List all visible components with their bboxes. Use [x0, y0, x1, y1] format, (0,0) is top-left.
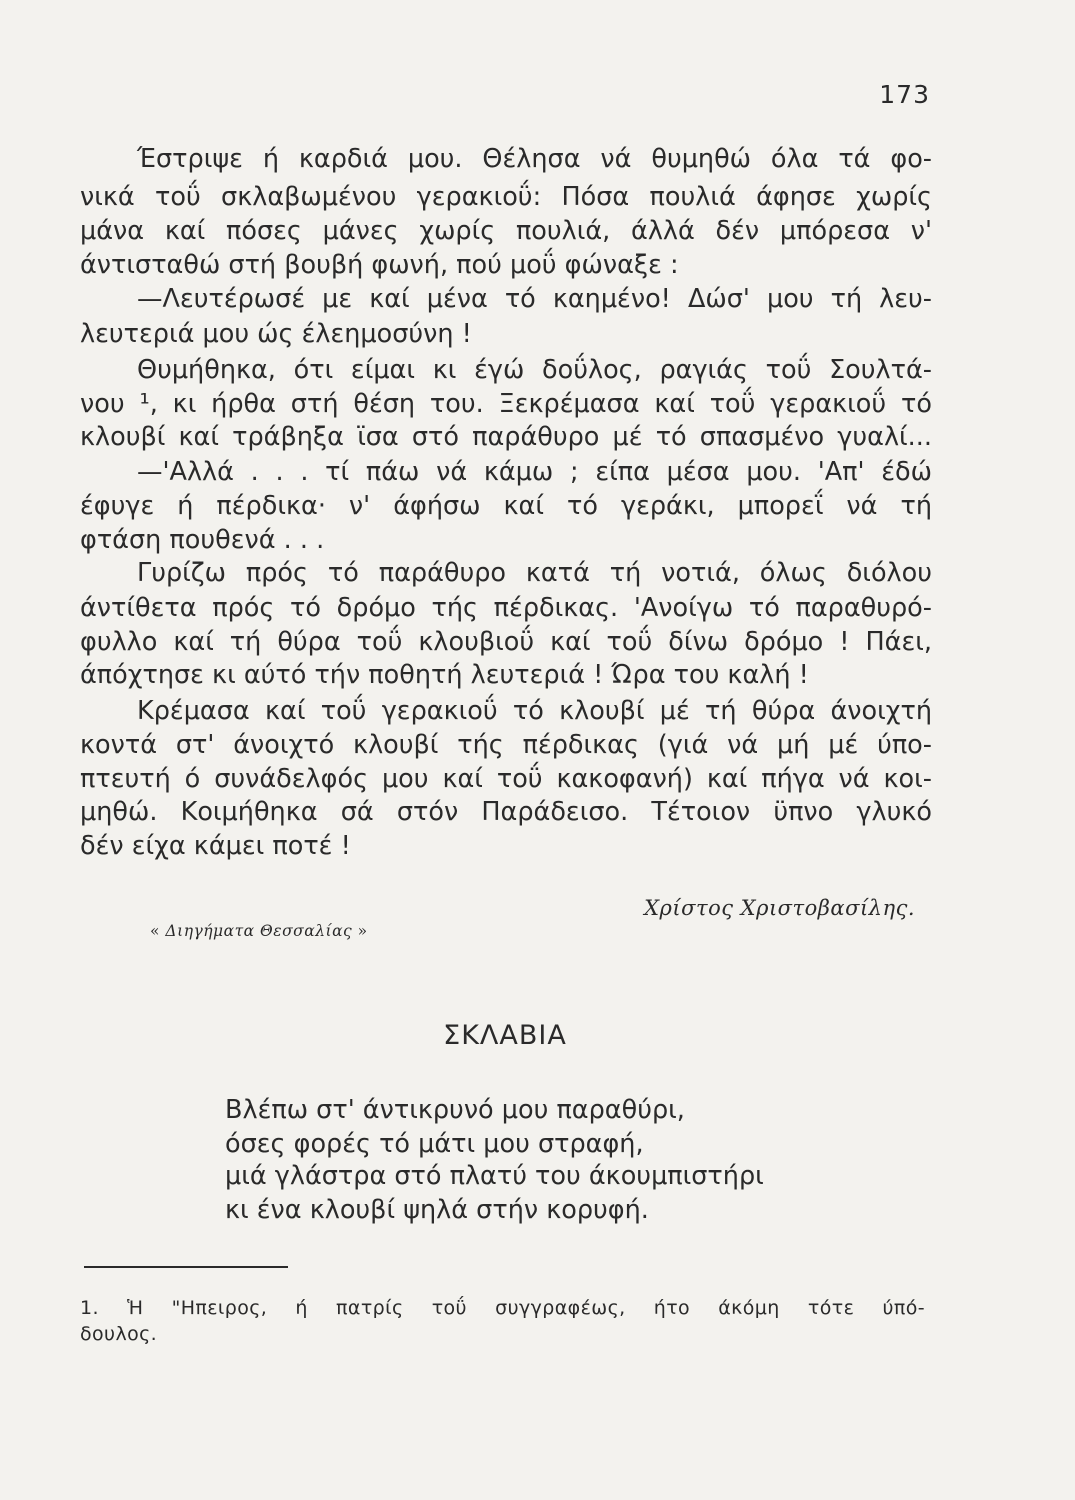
source-title: Διηγήματα Θεσσαλίας: [165, 922, 353, 940]
text-line: έφυγε ή πέρδικα· ν' άφήσω καί τό γεράκι, μπορεΐ νά τή: [80, 491, 932, 521]
author-signature: Χρίστος Χριστοβασίλης.: [644, 896, 915, 920]
poem-verse: Βλέπω στ' άντικρυνό μου παραθύρι,: [225, 1095, 685, 1125]
open-quote: «: [150, 922, 166, 940]
text-line: μηθώ. Κοιμήθηκα σά στόν Παράδεισο. Τέτοιον ϋπνο γλυκό: [80, 797, 932, 827]
poem-title: ΣΚΛΑΒΙΑ: [443, 1020, 567, 1051]
close-quote: »: [352, 922, 368, 940]
text-line: Θυμήθηκα, ότι είμαι κι έγώ δοΰλος, ραγιάς τοΰ Σουλτά-: [137, 355, 932, 385]
source-citation: [150, 922, 368, 940]
text-line: κλουβί καί τράβηξα ϊσα στό παράθυρο μέ τό σπασμένο γυαλί...: [80, 422, 932, 452]
footnote-divider: [84, 1266, 288, 1268]
text-line: —'Αλλά . . . τί πάω νά κάμω ; είπα μέσα μου. 'Απ' έδώ: [137, 457, 932, 487]
text-line: πτευτή ό συνάδελφός μου καί τοΰ κακοφανή) καί πήγα νά κοι-: [80, 764, 932, 794]
text-line: κοντά στ' άνοιχτό κλουβί τής πέρδικας (γιά νά μή μέ ύπο-: [80, 730, 932, 760]
text-line: Γυρίζω πρός τό παράθυρο κατά τή νοτιά, όλως διόλου: [137, 558, 932, 588]
poem-verse: μιά γλάστρα στό πλατύ του άκουμπιστήρι: [225, 1161, 764, 1191]
text-line: —Λευτέρωσέ με καί μένα τό καημένο! Δώσ' μου τή λευ-: [137, 284, 932, 314]
poem-verse: όσες φορές τό μάτι μου στραφή,: [225, 1129, 644, 1159]
text-line: νικά τοΰ σκλαβωμένου γερακιοΰ: Πόσα πουλιά άφησε χωρίς: [80, 182, 932, 212]
text-line: λευτεριά μου ώς έλεημοσύνη !: [80, 319, 472, 349]
text-line: Κρέμασα καί τοΰ γερακιοΰ τό κλουβί μέ τή θύρα άνοιχτή: [137, 696, 932, 726]
text-line: άντίθετα πρός τό δρόμο τής πέρδικας. 'Ανοίγω τό παραθυρό-: [80, 593, 932, 623]
footnote-line: δουλος.: [80, 1323, 158, 1345]
text-line: άπόχτησε κι αύτό τήν ποθητή λευτεριά ! Ώρα του καλή !: [80, 660, 809, 690]
text-line: μάνα καί πόσες μάνες χωρίς πουλιά, άλλά δέν μπόρεσα ν': [80, 216, 932, 246]
text-line: φυλλο καί τή θύρα τοΰ κλουβιοΰ καί τοΰ δίνω δρόμο ! Πάει,: [80, 627, 932, 657]
text-line: φτάση πουθενά . . .: [80, 525, 325, 555]
text-line: δέν είχα κάμει ποτέ !: [80, 831, 351, 861]
page-number: 173: [879, 80, 930, 109]
poem-verse: κι ένα κλουβί ψηλά στήν κορυφή.: [225, 1195, 649, 1225]
footnote-line: 1. Ἡ "Ηπειρος, ή πατρίς τοΰ συγγραφέως, ήτο άκόμη τότε ύπό-: [80, 1297, 925, 1319]
text-line: Έστριψε ή καρδιά μου. Θέλησα νά θυμηθώ όλα τά φο-: [137, 144, 932, 174]
text-line: νου ¹, κι ήρθα στή θέση του. Ξεκρέμασα καί τοΰ γερακιοΰ τό: [80, 389, 932, 419]
text-line: άντισταθώ στή βουβή φωνή, πού μοΰ φώναξε :: [80, 250, 679, 280]
